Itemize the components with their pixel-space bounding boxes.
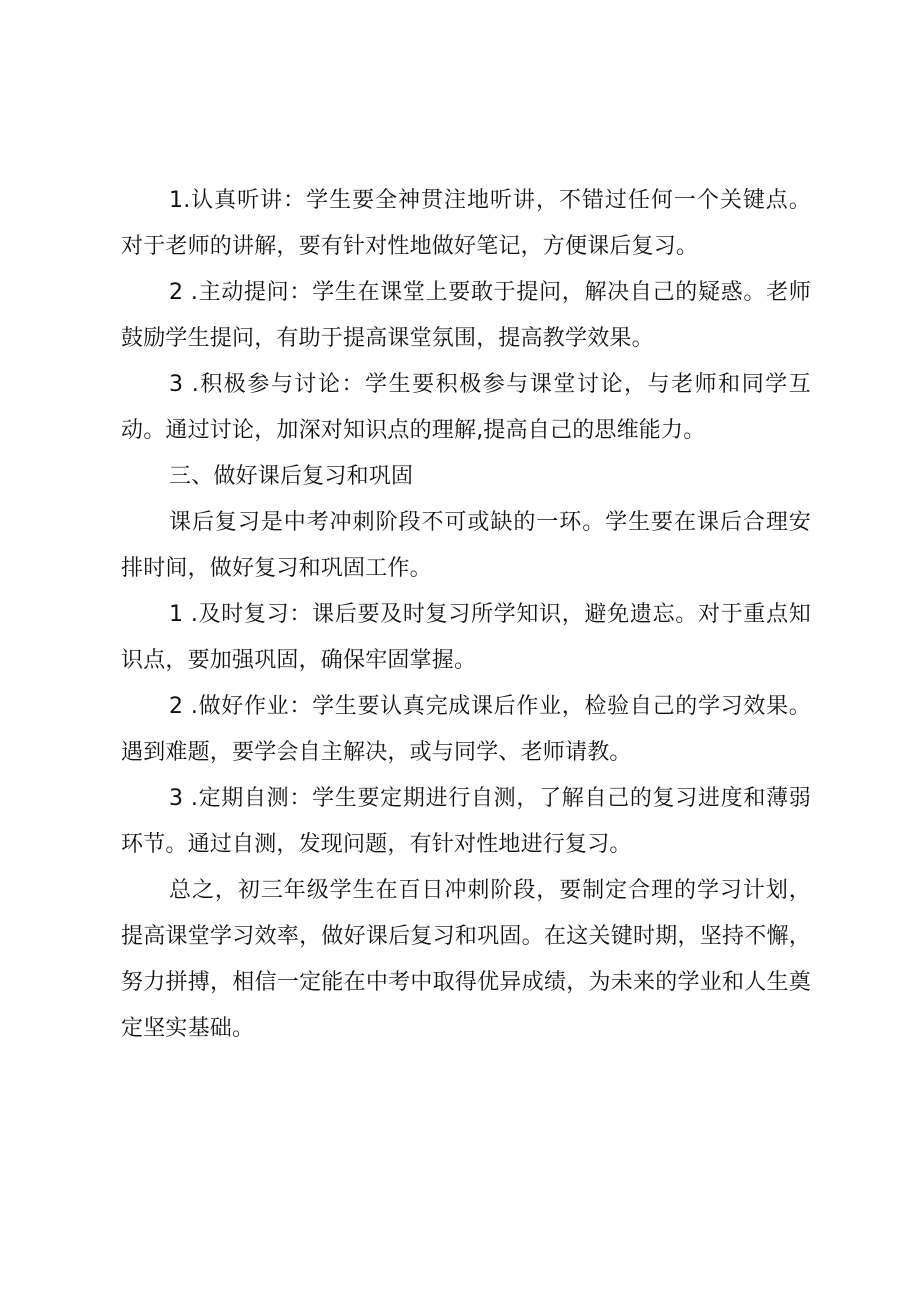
document-body (121, 178, 811, 1052)
paragraph-homework: 2 .做好作业：学生要认真完成课后作业，检验自己的学习效果。遇到难题，要学会自主解决，或与同学、老师请教。 (121, 694, 811, 765)
paragraph-listen: 1.认真听讲：学生要全神贯注地听讲，不错过任何一个关键点。对于老师的讲解，要有针对性地做好笔记，方便课后复习。 (121, 188, 811, 259)
section-heading-review: 三、做好课后复习和巩固 (169, 464, 414, 489)
paragraph-ask: 2 .主动提问：学生在课堂上要敢于提问，解决自己的疑惑。老师鼓励学生提问，有助于提高课堂氛围，提高教学效果。 (121, 280, 811, 351)
paragraph-timely-review: 1 .及时复习：课后要及时复习所学知识，避免遗忘。对于重点知识点，要加强巩固，确保牢固掌握。 (121, 602, 811, 673)
paragraph-self-test: 3 .定期自测：学生要定期进行自测，了解自己的复习进度和薄弱环节。通过自测，发现问题，有针对性地进行复习。 (121, 786, 811, 857)
paragraph-conclusion: 总之，初三年级学生在百日冲刺阶段，要制定合理的学习计划，提高课堂学习效率，做好课后复习和巩固。在这关键时期，坚持不懈，努力拼搏，相信一定能在中考中取得优异成绩，为未来的学业和人生奠定坚实基础。 (121, 878, 811, 1041)
paragraph-discuss: 3 .积极参与讨论：学生要积极参与课堂讨论，与老师和同学互动。通过讨论，加深对知识点的理解,提高自己的思维能力。 (121, 372, 811, 443)
paragraph-review-intro: 课后复习是中考冲刺阶段不可或缺的一环。学生要在课后合理安排时间，做好复习和巩固工作。 (121, 510, 811, 581)
